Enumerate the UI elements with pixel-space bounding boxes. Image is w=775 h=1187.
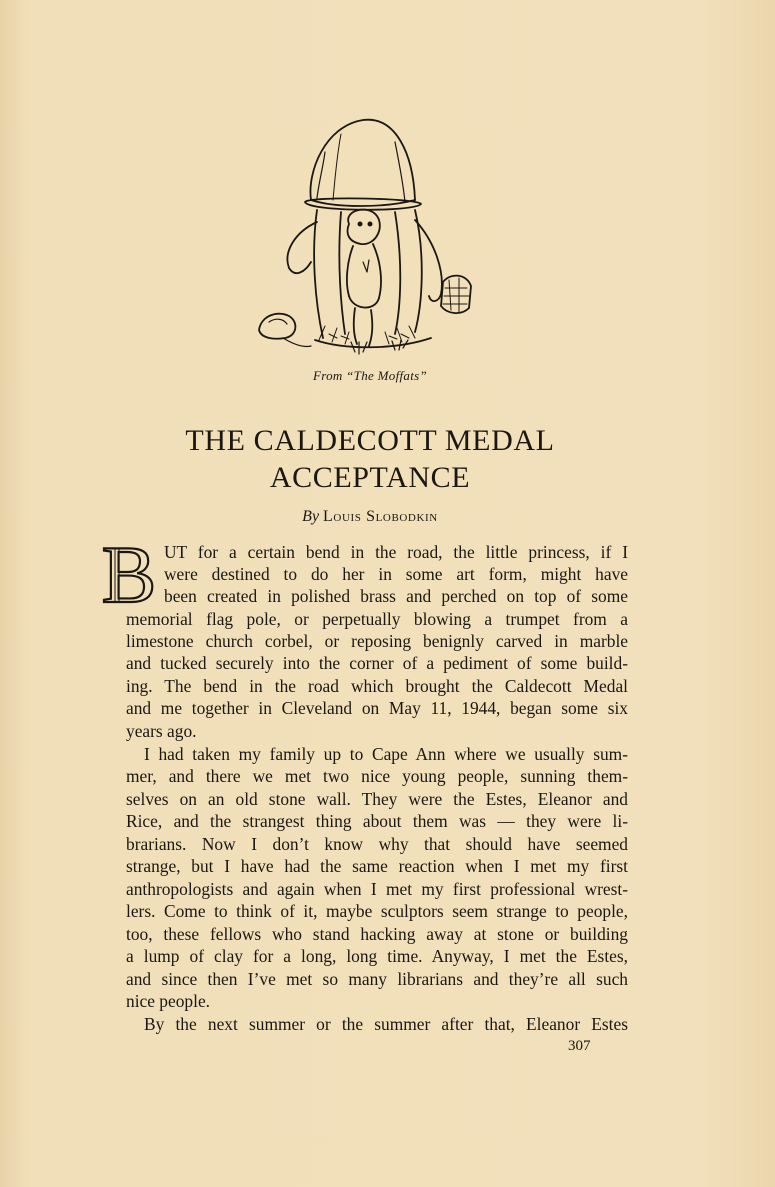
illustration-caption: From “The Moffats”	[313, 368, 427, 383]
body-line-10: I had taken my family up to Cape Ann where we usually sum-	[144, 744, 628, 764]
body-line-7: ing. The bend in the road which brought the Caldecott Medal	[126, 676, 628, 696]
byline	[0, 508, 740, 526]
byline-by: By	[302, 508, 320, 525]
body-line-14: brarians. Now I don’t know why that should have seemed	[126, 834, 628, 854]
body-line-5: limestone church corbel, or reposing benignly carved in marble	[126, 631, 628, 651]
body-line-13: Rice, and the strangest thing about them was — they were li-	[126, 811, 628, 831]
moffats-illustration	[245, 112, 495, 370]
dropcap-letter: B	[101, 538, 157, 610]
body-line-22: By the next summer or the summer after that, Eleanor Estes	[144, 1014, 628, 1034]
body-line-12: selves on an old stone wall. They were the Estes, Eleanor and	[126, 789, 628, 809]
body-line-11: mer, and there we met two nice young people, sunning them-	[126, 766, 628, 786]
body-line-4: memorial flag pole, or perpetually blowing a trumpet from a	[126, 609, 628, 629]
body-line-2: were destined to do her in some art form, might have	[164, 564, 628, 584]
byline-author: Louis Slobodkin	[323, 508, 438, 525]
body-line-17: lers. Come to think of it, maybe sculptors seem strange to people,	[126, 901, 628, 921]
title-line-1: THE CALDECOTT MEDAL	[185, 424, 555, 457]
body-line-3: been created in polished brass and perched on top of some	[164, 586, 628, 606]
body-line-8: and me together in Cleveland on May 11, 1944, began some six	[126, 698, 628, 718]
body-line-15: strange, but I have had the same reaction when I met my first	[126, 856, 628, 876]
body-line-19: a lump of clay for a long, long time. Anyway, I met the Estes,	[126, 946, 628, 966]
body-line-16: anthropologists and again when I met my first professional wrest-	[126, 879, 628, 899]
decorative-dropcap	[99, 538, 159, 610]
title-line-2: ACCEPTANCE	[269, 461, 471, 494]
page-number: 307	[568, 1038, 591, 1054]
body-line-6: and tucked securely into the corner of a pediment of some build-	[126, 653, 628, 673]
body-line-18: too, these fellows who stand hacking away at stone or building	[126, 924, 628, 944]
body-line-1: UT for a certain bend in the road, the little princess, if I	[164, 542, 628, 562]
body-line-21: nice people.	[126, 991, 211, 1011]
body-line-9: years ago.	[126, 721, 197, 741]
body-line-20: and since then I’ve met so many librarians and they’re all such	[126, 969, 628, 989]
article-title	[0, 422, 740, 496]
